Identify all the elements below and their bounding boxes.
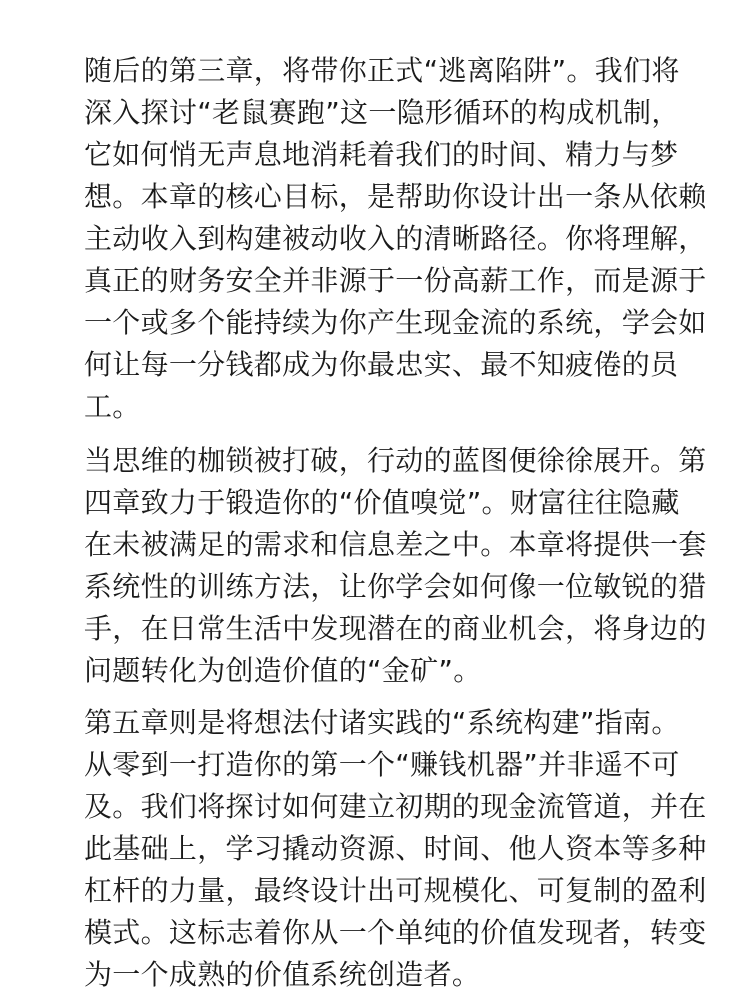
text-line: 它如何悄无声息地消耗着我们的时间、精力与梦	[84, 138, 679, 171]
text-line: 手，在日常生活中发现潜在的商业机会，将身边的	[84, 612, 707, 645]
text-line: 模式。这标志着你从一个单纯的价值发现者，转变	[84, 916, 707, 949]
text-line: 在未被满足的需求和信息差之中。本章将提供一套	[84, 528, 707, 561]
text-line: 系统性的训练方法，让你学会如何像一位敏锐的猎	[84, 570, 707, 603]
text-line: 第五章则是将想法付诸实践的“系统构建”指南。	[84, 706, 680, 739]
text-line: 从零到一打造你的第一个“赚钱机器”并非遥不可	[84, 748, 680, 781]
text-line: 此基础上，学习撬动资源、时间、他人资本等多种	[84, 832, 707, 865]
text-line: 深入探讨“老鼠赛跑”这一隐形循环的构成机制，	[84, 96, 680, 129]
text-line: 及。我们将探讨如何建立初期的现金流管道，并在	[84, 790, 707, 823]
text-line: 杠杆的力量，最终设计出可规模化、可复制的盈利	[84, 874, 707, 907]
text-line: 一个或多个能持续为你产生现金流的系统，学会如	[84, 306, 707, 339]
text-line: 想。本章的核心目标，是帮助你设计出一条从依赖	[84, 180, 707, 213]
text-line: 为一个成熟的价值系统创造者。	[84, 958, 481, 991]
text-line: 真正的财务安全并非源于一份高薪工作，而是源于	[84, 264, 707, 297]
text-line: 工。	[84, 390, 141, 423]
text-line: 主动收入到构建被动收入的清晰路径。你将理解，	[84, 222, 707, 255]
text-line: 四章致力于锻造你的“价值嗅觉”。财富往往隐藏	[84, 486, 680, 519]
text-line: 随后的第三章，将带你正式“逃离陷阱”。我们将	[84, 54, 680, 87]
text-line: 当思维的枷锁被打破，行动的蓝图便徐徐展开。第	[84, 444, 707, 477]
text-line: 何让每一分钱都成为你最忠实、最不知疲倦的员	[84, 348, 679, 381]
text-line: 问题转化为创造价值的“金矿”。	[84, 654, 482, 687]
